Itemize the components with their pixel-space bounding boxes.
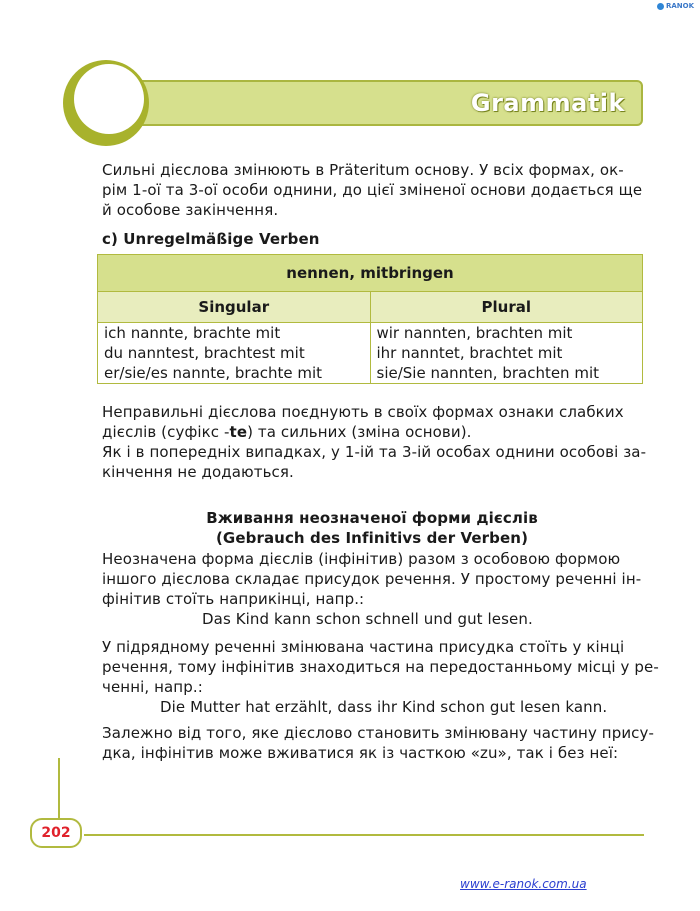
intro-line: Сильні дієслова змінюють в Präteritum основу. У всіх формах, ок-	[102, 161, 624, 179]
infinitive-paragraph-2	[102, 637, 659, 717]
plural-form: sie/Sie nannten, brachten mit	[376, 364, 599, 382]
plural-form: ihr nanntet, brachtet mit	[376, 344, 563, 362]
paragraph-line: речення, тому інфінітив знаходиться на передостанньому місці у ре-	[102, 658, 659, 676]
publisher-link[interactable]: www.e-ranok.com.ua	[460, 877, 587, 891]
crescent-cutout	[74, 64, 144, 134]
margin-rule-vertical	[58, 758, 60, 823]
infinitive-paragraph-1	[102, 549, 642, 629]
singular-form: du nanntest, brachtest mit	[104, 344, 305, 362]
margin-rule-horizontal	[84, 834, 644, 836]
paragraph-line: кінчення не додаються.	[102, 463, 294, 481]
column-plural: Plural	[370, 292, 643, 323]
conjugation-table	[97, 254, 643, 384]
section-banner	[105, 80, 643, 126]
column-singular: Singular	[98, 292, 371, 323]
paragraph-line: Неозначена форма дієслів (інфінітив) разом з особовою формою	[102, 550, 621, 568]
paragraph-line: фінітив стоїть наприкінці, напр.:	[102, 590, 365, 608]
heading-line: Вживання неозначеної форми дієслів	[206, 509, 538, 527]
suffix-text-before: дієслів (суфікс -	[102, 423, 230, 441]
example-sentence: Die Mutter hat erzählt, dass ihr Kind schon gut lesen kann.	[160, 698, 608, 716]
intro-line: рім 1-ої та 3-ої особи однини, до цієї зміненої основи додається ще	[102, 181, 643, 199]
paragraph-line: дка, інфінітив може вживатися як із часткою «zu», так і без неї:	[102, 744, 619, 762]
paragraph-line: іншого дієслова складає присудок речення. У простому реченні ін-	[102, 570, 642, 588]
singular-cell	[98, 323, 371, 384]
plural-form: wir nannten, brachten mit	[376, 324, 573, 342]
paragraph-line	[102, 422, 642, 442]
after-table-paragraph	[102, 402, 647, 482]
example-sentence: Das Kind kann schon schnell und gut lesen.	[202, 610, 533, 628]
intro-line: й особове закінчення.	[102, 201, 279, 219]
ranok-logo-icon	[657, 3, 664, 10]
paragraph-line: Неправильні дієслова поєднують в своїх формах ознаки слабких	[102, 403, 624, 421]
subsection-heading: c) Unregelmäßige Verben	[102, 230, 320, 248]
section-title: Grammatik	[470, 89, 625, 117]
table-header: nennen, mitbringen	[98, 255, 643, 292]
suffix-text-after: ) та сильних (зміна основи).	[247, 423, 472, 441]
publisher-logo	[657, 2, 694, 10]
heading-line: (Gebrauch des Infinitivs der Verben)	[215, 529, 529, 547]
paragraph-line: Залежно від того, яке дієслово становить змінювану частину прису-	[102, 724, 655, 742]
intro-paragraph	[102, 160, 642, 220]
plural-cell	[370, 323, 643, 384]
infinitive-paragraph-3	[102, 723, 655, 763]
singular-form: ich nannte, brachte mit	[104, 324, 281, 342]
paragraph-line: Як і в попередніх випадках, у 1-ій та 3-ій особах однини особові за-	[102, 443, 647, 461]
paragraph-line: ченні, напр.:	[102, 678, 203, 696]
suffix-te: te	[229, 423, 248, 441]
paragraph-line: У підрядному реченні змінювана частина присудка стоїть у кінці	[102, 638, 625, 656]
infinitive-heading	[102, 508, 642, 548]
page-number: 202	[30, 818, 82, 848]
singular-form: er/sie/es nannte, brachte mit	[104, 364, 323, 382]
publisher-logo-text: RANOK	[665, 2, 694, 10]
